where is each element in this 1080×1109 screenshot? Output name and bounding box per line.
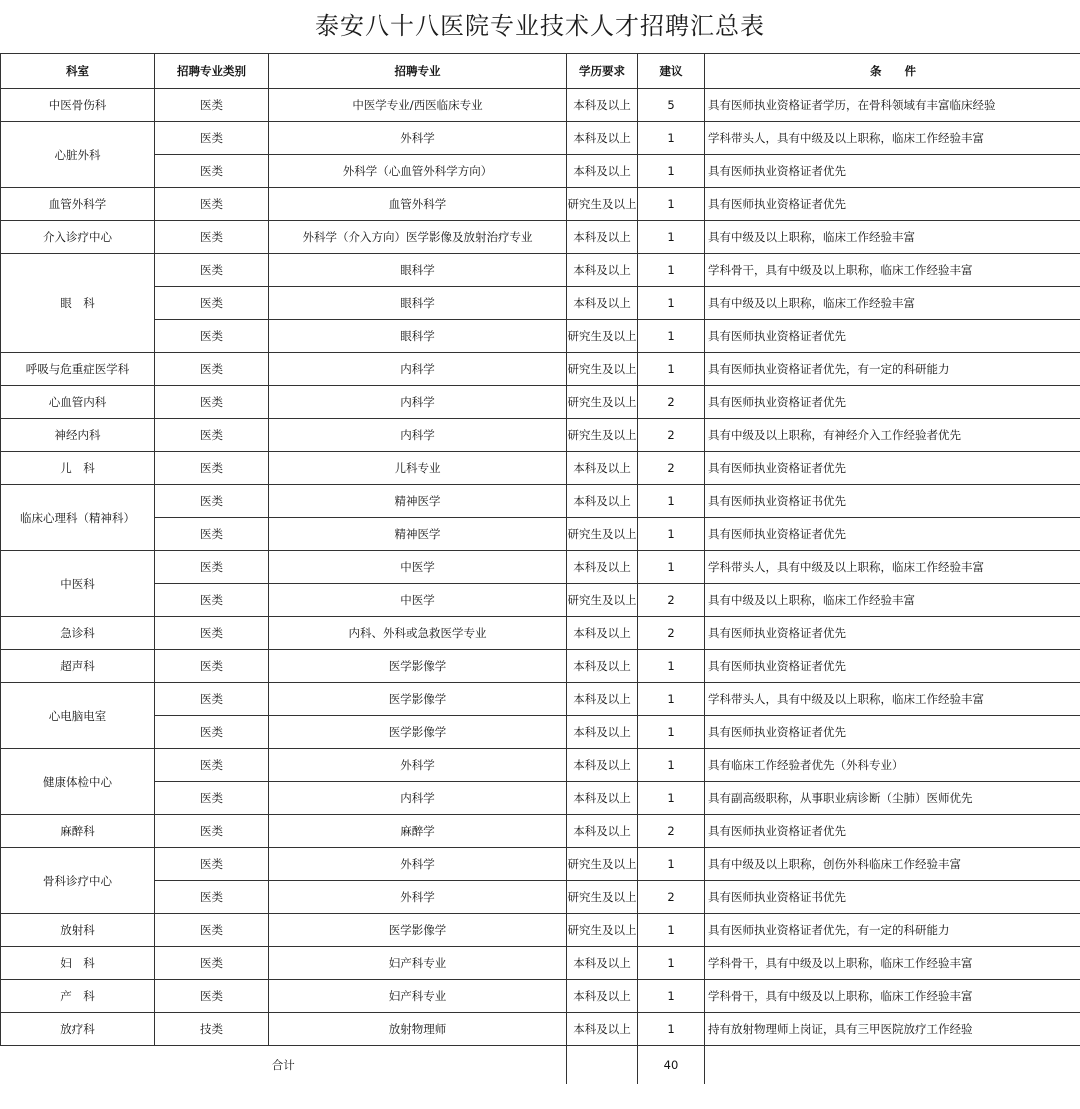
count-cell: 1	[638, 980, 705, 1013]
table-row	[1, 452, 1080, 485]
education-cell: 研究生及以上	[567, 914, 638, 947]
conditions-cell: 具有医师执业资格证书优先	[705, 881, 1080, 914]
education-cell: 研究生及以上	[567, 188, 638, 221]
table-row	[1, 122, 1080, 155]
table-row	[1, 782, 1080, 815]
dept-cell: 健康体检中心	[1, 749, 155, 815]
dept-cell: 神经内科	[1, 419, 155, 452]
table-row	[1, 551, 1080, 584]
education-cell: 研究生及以上	[567, 386, 638, 419]
education-cell: 本科及以上	[567, 485, 638, 518]
dept-cell: 血管外科学	[1, 188, 155, 221]
major-cell: 精神医学	[269, 518, 567, 551]
education-cell: 本科及以上	[567, 815, 638, 848]
category-cell: 医类	[155, 881, 269, 914]
category-cell: 医类	[155, 419, 269, 452]
table-row	[1, 89, 1080, 122]
table-row	[1, 815, 1080, 848]
conditions-cell: 具有副高级职称，从事职业病诊断（尘肺）医师优先	[705, 782, 1080, 815]
conditions-cell: 具有医师执业资格证者优先	[705, 452, 1080, 485]
education-cell: 本科及以上	[567, 551, 638, 584]
total-count: 40	[638, 1046, 705, 1084]
count-cell: 1	[638, 155, 705, 188]
education-cell: 研究生及以上	[567, 584, 638, 617]
category-cell: 医类	[155, 353, 269, 386]
count-cell: 2	[638, 452, 705, 485]
count-cell: 5	[638, 89, 705, 122]
table-body	[1, 89, 1080, 1084]
count-cell: 1	[638, 683, 705, 716]
education-cell: 研究生及以上	[567, 320, 638, 353]
conditions-cell: 具有中级及以上职称，临床工作经验丰富	[705, 584, 1080, 617]
table-row	[1, 947, 1080, 980]
recruitment-table	[0, 53, 1080, 1084]
major-cell: 眼科学	[269, 254, 567, 287]
conditions-cell: 具有中级及以上职称，临床工作经验丰富	[705, 221, 1080, 254]
header-category: 招聘专业类别	[155, 54, 269, 89]
major-cell: 中医学	[269, 551, 567, 584]
conditions-cell: 具有医师执业资格证书优先	[705, 485, 1080, 518]
category-cell: 医类	[155, 89, 269, 122]
dept-cell: 麻醉科	[1, 815, 155, 848]
dept-cell: 急诊科	[1, 617, 155, 650]
major-cell: 血管外科学	[269, 188, 567, 221]
dept-cell: 产 科	[1, 980, 155, 1013]
table-row	[1, 617, 1080, 650]
major-cell: 眼科学	[269, 320, 567, 353]
conditions-cell: 具有中级及以上职称，创伤外科临床工作经验丰富	[705, 848, 1080, 881]
major-cell: 外科学	[269, 881, 567, 914]
category-cell: 技类	[155, 1013, 269, 1046]
dept-cell: 介入诊疗中心	[1, 221, 155, 254]
header-education: 学历要求	[567, 54, 638, 89]
dept-cell: 心电脑电室	[1, 683, 155, 749]
header-count: 建议	[638, 54, 705, 89]
education-cell: 本科及以上	[567, 1013, 638, 1046]
header-row	[1, 54, 1080, 89]
total-spacer	[567, 1046, 638, 1084]
conditions-cell: 具有医师执业资格证者优先	[705, 815, 1080, 848]
table-row	[1, 980, 1080, 1013]
total-row	[1, 1046, 1080, 1084]
dept-cell: 放疗科	[1, 1013, 155, 1046]
count-cell: 2	[638, 881, 705, 914]
category-cell: 医类	[155, 122, 269, 155]
count-cell: 1	[638, 551, 705, 584]
major-cell: 外科学	[269, 122, 567, 155]
conditions-cell: 学科带头人，具有中级及以上职称，临床工作经验丰富	[705, 122, 1080, 155]
conditions-cell: 具有医师执业资格证者优先	[705, 155, 1080, 188]
header-major: 招聘专业	[269, 54, 567, 89]
count-cell: 1	[638, 287, 705, 320]
major-cell: 外科学（介入方向）医学影像及放射治疗专业	[269, 221, 567, 254]
count-cell: 1	[638, 518, 705, 551]
major-cell: 医学影像学	[269, 650, 567, 683]
major-cell: 内科学	[269, 419, 567, 452]
conditions-cell: 学科骨干，具有中级及以上职称，临床工作经验丰富	[705, 980, 1080, 1013]
category-cell: 医类	[155, 188, 269, 221]
dept-cell: 呼吸与危重症医学科	[1, 353, 155, 386]
major-cell: 放射物理师	[269, 1013, 567, 1046]
count-cell: 1	[638, 188, 705, 221]
category-cell: 医类	[155, 815, 269, 848]
table-row	[1, 914, 1080, 947]
count-cell: 1	[638, 320, 705, 353]
dept-cell: 心脏外科	[1, 122, 155, 188]
category-cell: 医类	[155, 485, 269, 518]
conditions-cell: 具有医师执业资格证者优先	[705, 320, 1080, 353]
education-cell: 本科及以上	[567, 947, 638, 980]
table-row	[1, 155, 1080, 188]
education-cell: 本科及以上	[567, 650, 638, 683]
category-cell: 医类	[155, 914, 269, 947]
conditions-cell: 具有医师执业资格证者优先	[705, 650, 1080, 683]
conditions-cell: 具有医师执业资格证者优先，有一定的科研能力	[705, 914, 1080, 947]
category-cell: 医类	[155, 155, 269, 188]
table-row	[1, 254, 1080, 287]
education-cell: 本科及以上	[567, 782, 638, 815]
education-cell: 本科及以上	[567, 749, 638, 782]
table-row	[1, 848, 1080, 881]
conditions-cell: 学科骨干，具有中级及以上职称，临床工作经验丰富	[705, 254, 1080, 287]
conditions-cell: 具有医师执业资格证者优先	[705, 188, 1080, 221]
count-cell: 2	[638, 386, 705, 419]
category-cell: 医类	[155, 518, 269, 551]
count-cell: 1	[638, 914, 705, 947]
conditions-cell: 学科带头人，具有中级及以上职称，临床工作经验丰富	[705, 551, 1080, 584]
table-row	[1, 485, 1080, 518]
dept-cell: 中医骨伤科	[1, 89, 155, 122]
major-cell: 医学影像学	[269, 683, 567, 716]
table-row	[1, 749, 1080, 782]
table-row	[1, 188, 1080, 221]
category-cell: 医类	[155, 749, 269, 782]
count-cell: 2	[638, 815, 705, 848]
count-cell: 1	[638, 122, 705, 155]
count-cell: 2	[638, 584, 705, 617]
count-cell: 1	[638, 947, 705, 980]
conditions-cell: 持有放射物理师上岗证，具有三甲医院放疗工作经验	[705, 1013, 1080, 1046]
dept-cell: 心血管内科	[1, 386, 155, 419]
major-cell: 中医学	[269, 584, 567, 617]
conditions-cell: 具有医师执业资格证者优先，有一定的科研能力	[705, 353, 1080, 386]
education-cell: 本科及以上	[567, 122, 638, 155]
conditions-cell: 学科带头人，具有中级及以上职称，临床工作经验丰富	[705, 683, 1080, 716]
dept-cell: 眼 科	[1, 254, 155, 353]
education-cell: 本科及以上	[567, 452, 638, 485]
count-cell: 1	[638, 485, 705, 518]
education-cell: 研究生及以上	[567, 848, 638, 881]
conditions-cell: 具有医师执业资格证者学历，在骨科领域有丰富临床经验	[705, 89, 1080, 122]
count-cell: 1	[638, 353, 705, 386]
table-row	[1, 1013, 1080, 1046]
major-cell: 医学影像学	[269, 716, 567, 749]
category-cell: 医类	[155, 617, 269, 650]
education-cell: 本科及以上	[567, 221, 638, 254]
education-cell: 研究生及以上	[567, 353, 638, 386]
table-row	[1, 287, 1080, 320]
education-cell: 研究生及以上	[567, 881, 638, 914]
education-cell: 本科及以上	[567, 254, 638, 287]
major-cell: 内科学	[269, 386, 567, 419]
count-cell: 1	[638, 782, 705, 815]
category-cell: 医类	[155, 650, 269, 683]
dept-cell: 中医科	[1, 551, 155, 617]
table-row	[1, 584, 1080, 617]
table-row	[1, 386, 1080, 419]
table-row	[1, 518, 1080, 551]
dept-cell: 骨科诊疗中心	[1, 848, 155, 914]
major-cell: 外科学（心血管外科学方向）	[269, 155, 567, 188]
count-cell: 1	[638, 848, 705, 881]
category-cell: 医类	[155, 848, 269, 881]
conditions-cell: 具有医师执业资格证者优先	[705, 716, 1080, 749]
major-cell: 内科学	[269, 353, 567, 386]
education-cell: 本科及以上	[567, 683, 638, 716]
header-dept: 科室	[1, 54, 155, 89]
category-cell: 医类	[155, 980, 269, 1013]
education-cell: 本科及以上	[567, 980, 638, 1013]
education-cell: 本科及以上	[567, 89, 638, 122]
count-cell: 1	[638, 716, 705, 749]
major-cell: 外科学	[269, 749, 567, 782]
education-cell: 本科及以上	[567, 287, 638, 320]
category-cell: 医类	[155, 221, 269, 254]
conditions-cell: 具有医师执业资格证者优先	[705, 518, 1080, 551]
conditions-cell: 学科骨干，具有中级及以上职称，临床工作经验丰富	[705, 947, 1080, 980]
dept-cell: 放射科	[1, 914, 155, 947]
category-cell: 医类	[155, 584, 269, 617]
major-cell: 眼科学	[269, 287, 567, 320]
dept-cell: 超声科	[1, 650, 155, 683]
education-cell: 研究生及以上	[567, 518, 638, 551]
category-cell: 医类	[155, 287, 269, 320]
major-cell: 精神医学	[269, 485, 567, 518]
major-cell: 中医学专业/西医临床专业	[269, 89, 567, 122]
education-cell: 本科及以上	[567, 155, 638, 188]
major-cell: 外科学	[269, 848, 567, 881]
total-label: 合计	[1, 1046, 567, 1084]
category-cell: 医类	[155, 782, 269, 815]
category-cell: 医类	[155, 716, 269, 749]
major-cell: 妇产科专业	[269, 980, 567, 1013]
major-cell: 内科、外科或急救医学专业	[269, 617, 567, 650]
count-cell: 1	[638, 1013, 705, 1046]
category-cell: 医类	[155, 386, 269, 419]
major-cell: 妇产科专业	[269, 947, 567, 980]
dept-cell: 临床心理科（精神科）	[1, 485, 155, 551]
conditions-cell: 具有中级及以上职称，有神经介入工作经验者优先	[705, 419, 1080, 452]
count-cell: 1	[638, 221, 705, 254]
category-cell: 医类	[155, 947, 269, 980]
table-row	[1, 221, 1080, 254]
count-cell: 1	[638, 650, 705, 683]
table-row	[1, 419, 1080, 452]
count-cell: 2	[638, 419, 705, 452]
dept-cell: 儿 科	[1, 452, 155, 485]
conditions-cell: 具有中级及以上职称，临床工作经验丰富	[705, 287, 1080, 320]
category-cell: 医类	[155, 254, 269, 287]
category-cell: 医类	[155, 551, 269, 584]
count-cell: 2	[638, 617, 705, 650]
table-row	[1, 716, 1080, 749]
conditions-cell: 具有医师执业资格证者优先	[705, 386, 1080, 419]
category-cell: 医类	[155, 320, 269, 353]
table-row	[1, 320, 1080, 353]
page-title: 泰安八十八医院专业技术人才招聘汇总表	[315, 12, 765, 40]
conditions-cell: 具有临床工作经验者优先（外科专业）	[705, 749, 1080, 782]
major-cell: 儿科专业	[269, 452, 567, 485]
table-row	[1, 353, 1080, 386]
education-cell: 本科及以上	[567, 716, 638, 749]
category-cell: 医类	[155, 452, 269, 485]
category-cell: 医类	[155, 683, 269, 716]
header-conditions: 条 件	[705, 54, 1080, 89]
dept-cell: 妇 科	[1, 947, 155, 980]
table-row	[1, 650, 1080, 683]
major-cell: 内科学	[269, 782, 567, 815]
major-cell: 医学影像学	[269, 914, 567, 947]
education-cell: 研究生及以上	[567, 419, 638, 452]
conditions-cell: 具有医师执业资格证者优先	[705, 617, 1080, 650]
table-row	[1, 881, 1080, 914]
major-cell: 麻醉学	[269, 815, 567, 848]
count-cell: 1	[638, 749, 705, 782]
education-cell: 本科及以上	[567, 617, 638, 650]
count-cell: 1	[638, 254, 705, 287]
table-row	[1, 683, 1080, 716]
total-conditions-blank	[705, 1046, 1080, 1084]
